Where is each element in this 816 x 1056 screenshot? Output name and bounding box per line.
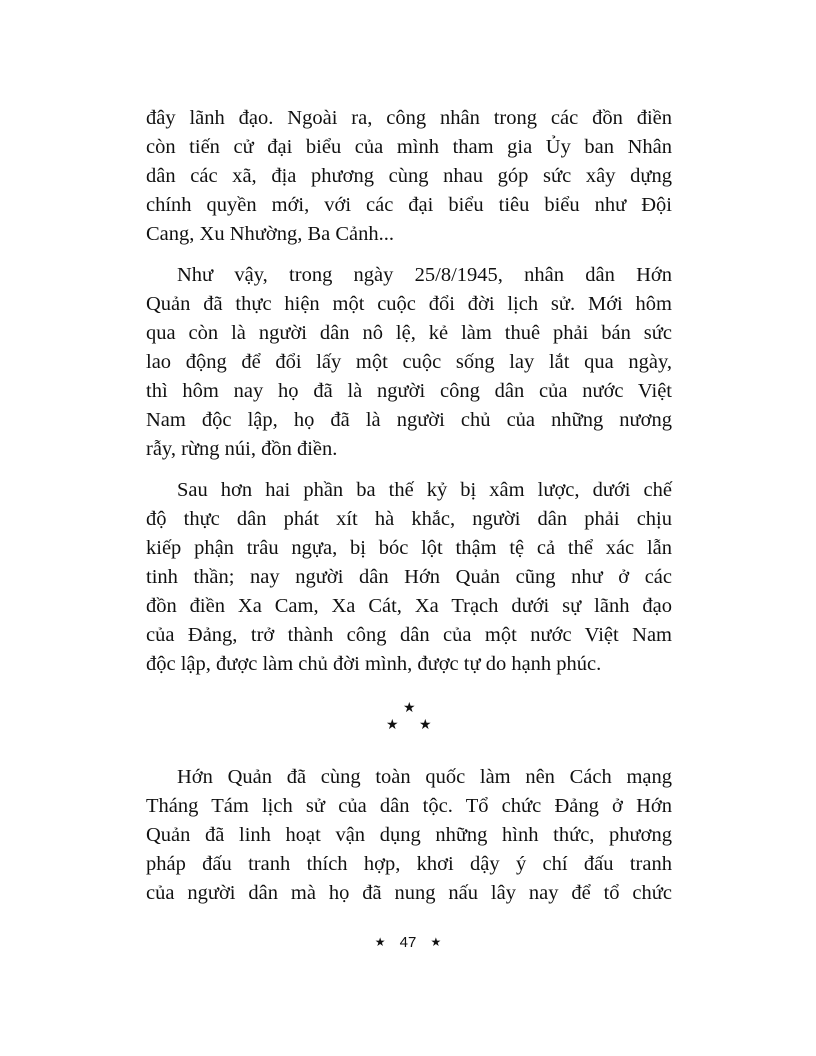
page-number: 47 <box>399 934 417 951</box>
section-divider-stars <box>146 691 672 763</box>
text-line: đây lãnh đạo. Ngoài ra, công nhân trong các đồn điền <box>146 107 672 129</box>
text-line: rẫy, rừng núi, đồn điền. <box>146 438 338 460</box>
text-line: Quản đã linh hoạt vận dụng những hình thức, phương <box>146 824 672 846</box>
paragraph-1 <box>146 104 672 249</box>
text-line: Cang, Xu Nhường, Ba Cảnh... <box>146 223 395 245</box>
star-icon: ★ <box>430 935 442 949</box>
text-line: Nam độc lập, họ đã là người chủ của những nương <box>146 409 672 431</box>
text-line: Hớn Quản đã cùng toàn quốc làm nên Cách mạng <box>177 766 672 788</box>
text-line: còn tiến cử đại biểu của mình tham gia Ủy ban Nhân <box>146 136 672 158</box>
text-line: lao động để đổi lấy một cuộc sống lay lắt qua ngày, <box>146 351 672 373</box>
text-line: thì hôm nay họ đã là người công dân của nước Việt <box>146 380 672 402</box>
paragraph-2 <box>146 261 672 464</box>
text-line: chính quyền mới, với các đại biểu tiêu biểu như Đội <box>146 194 672 216</box>
star-icon: ★ <box>419 717 432 733</box>
text-line: Sau hơn hai phần ba thế kỷ bị xâm lược, dưới chế <box>177 479 672 501</box>
text-line: tinh thần; nay người dân Hớn Quản cũng như ở các <box>146 566 672 588</box>
star-icon: ★ <box>374 935 386 949</box>
text-line: đồn điền Xa Cam, Xa Cát, Xa Trạch dưới sự lãnh đạo <box>146 595 672 617</box>
text-line: qua còn là người dân nô lệ, kẻ làm thuê phải bán sức <box>146 322 672 344</box>
text-line: pháp đấu tranh thích hợp, khơi dậy ý chí đấu tranh <box>146 853 672 875</box>
star-icon: ★ <box>403 700 416 716</box>
paragraph-4 <box>146 763 672 908</box>
paragraph-3 <box>146 476 672 679</box>
text-line: Quản đã thực hiện một cuộc đổi đời lịch sử. Mới hôm <box>146 293 672 315</box>
text-line: của Đảng, trở thành công dân của một nước Việt Nam <box>146 624 672 646</box>
text-line: Tháng Tám lịch sử của dân tộc. Tổ chức Đảng ở Hớn <box>146 795 672 817</box>
text-line: dân các xã, địa phương cùng nhau góp sức xây dựng <box>146 165 672 187</box>
text-line: kiếp phận trâu ngựa, bị bóc lột thậm tệ cả thể xác lẫn <box>146 537 672 559</box>
text-line: Như vậy, trong ngày 25/8/1945, nhân dân Hớn <box>177 264 672 286</box>
text-line: độ thực dân phát xít hà khắc, người dân phải chịu <box>146 508 672 530</box>
star-icon: ★ <box>386 717 399 733</box>
text-line: độc lập, được làm chủ đời mình, được tự do hạnh phúc. <box>146 653 602 675</box>
page-body <box>146 104 672 920</box>
page-footer <box>0 934 816 951</box>
text-line: của người dân mà họ đã nung nấu lây nay để tổ chức <box>146 882 672 904</box>
